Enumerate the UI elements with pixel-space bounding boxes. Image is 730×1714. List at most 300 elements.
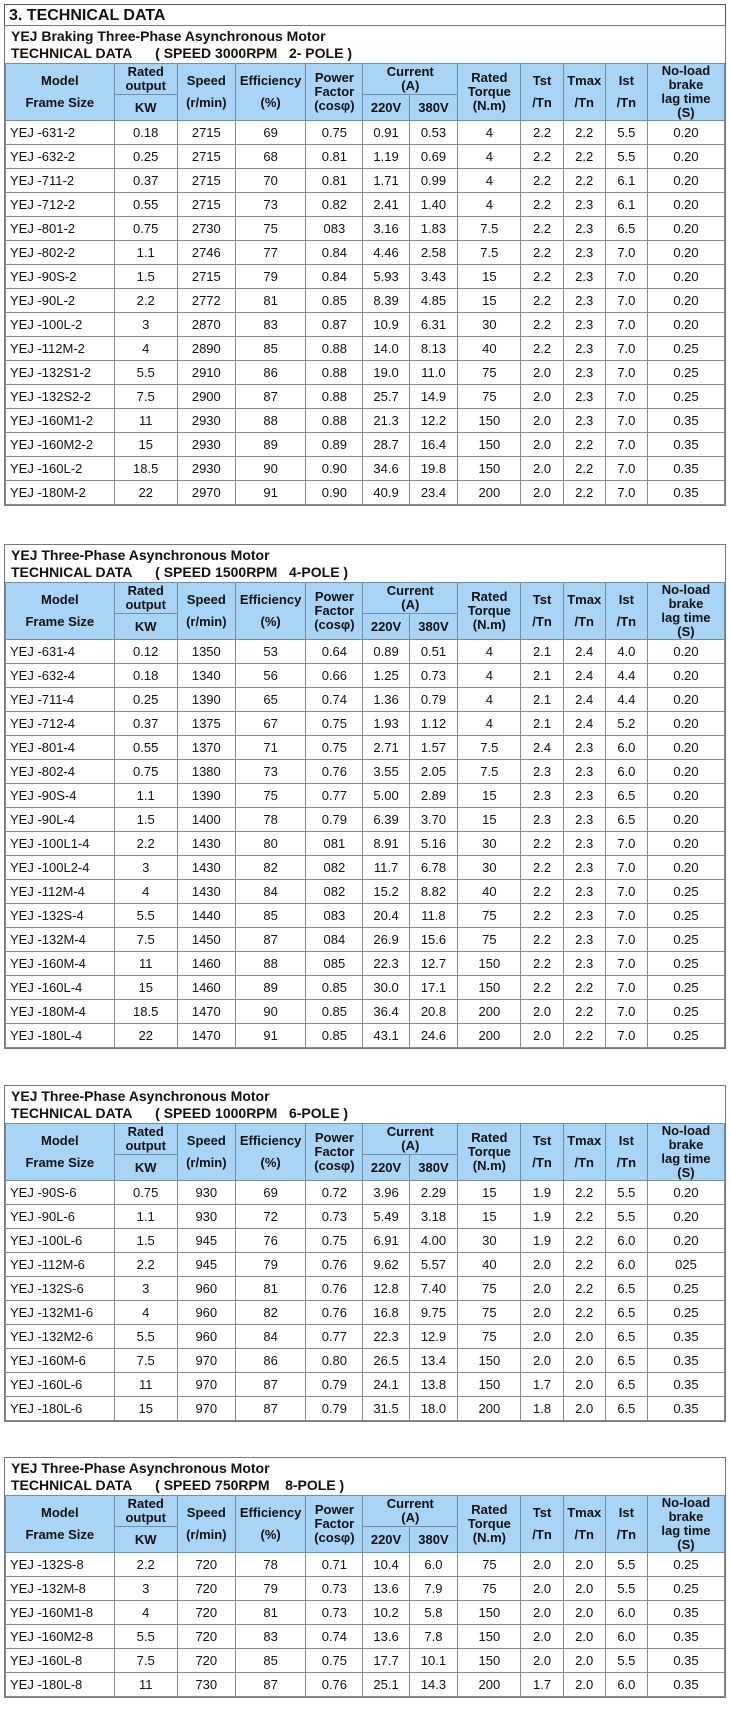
- cell-speed: 2910: [177, 361, 235, 385]
- technical-data-table: [5, 1123, 725, 1421]
- cell-tmax-ratio: 2.3: [563, 808, 605, 832]
- col-header-efficiency: Efficiency (%): [235, 583, 306, 640]
- cell-speed: 1375: [177, 712, 235, 736]
- cell-brake-lag-time: 0.20: [647, 265, 724, 289]
- section-6-pole: [4, 1085, 726, 1422]
- cell-model: YEJ -712-2: [6, 193, 115, 217]
- col-header-current: Current (A): [363, 1496, 458, 1527]
- cell-power-factor: 0.71: [306, 1553, 363, 1577]
- cell-rated-torque: 150: [458, 1373, 521, 1397]
- cell-speed: 1430: [177, 856, 235, 880]
- cell-model: YEJ -802-2: [6, 241, 115, 265]
- cell-tmax-ratio: 2.3: [563, 265, 605, 289]
- cell-brake-lag-time: 0.20: [647, 193, 724, 217]
- cell-rated-torque: 7.5: [458, 760, 521, 784]
- cell-power-factor: 081: [306, 832, 363, 856]
- cell-current-220v: 36.4: [363, 1000, 409, 1024]
- cell-model: YEJ -132M1-6: [6, 1301, 115, 1325]
- table-row: [6, 952, 725, 976]
- col-header-kw: KW: [114, 1527, 177, 1553]
- cell-speed: 720: [177, 1601, 235, 1625]
- col-header-380v: 380V: [409, 614, 458, 640]
- cell-rated-output-kw: 0.75: [114, 760, 177, 784]
- cell-current-380v: 24.6: [409, 1024, 458, 1048]
- col-header-kw: KW: [114, 95, 177, 121]
- cell-brake-lag-time: 0.25: [647, 1553, 724, 1577]
- cell-rated-output-kw: 18.5: [114, 1000, 177, 1024]
- cell-speed: 2890: [177, 337, 235, 361]
- cell-brake-lag-time: 0.20: [647, 688, 724, 712]
- cell-model: YEJ -180L-8: [6, 1673, 115, 1697]
- cell-ist-ratio: 7.0: [605, 976, 647, 1000]
- cell-tst-ratio: 2.0: [521, 457, 563, 481]
- cell-current-220v: 43.1: [363, 1024, 409, 1048]
- cell-rated-output-kw: 11: [114, 1673, 177, 1697]
- cell-speed: 1340: [177, 664, 235, 688]
- cell-tst-ratio: 2.0: [521, 1553, 563, 1577]
- cell-current-220v: 34.6: [363, 457, 409, 481]
- cell-power-factor: 0.84: [306, 241, 363, 265]
- cell-speed: 960: [177, 1325, 235, 1349]
- cell-tst-ratio: 2.2: [521, 313, 563, 337]
- cell-rated-torque: 200: [458, 1673, 521, 1697]
- cell-efficiency: 87: [235, 1673, 306, 1697]
- cell-tmax-ratio: 2.0: [563, 1325, 605, 1349]
- col-header-kw: KW: [114, 614, 177, 640]
- cell-tst-ratio: 2.0: [521, 1301, 563, 1325]
- cell-tmax-ratio: 2.3: [563, 217, 605, 241]
- cell-rated-output-kw: 15: [114, 433, 177, 457]
- col-header-model: Model Frame Size: [6, 1124, 115, 1181]
- cell-model: YEJ -90S-2: [6, 265, 115, 289]
- cell-brake-lag-time: 0.25: [647, 337, 724, 361]
- cell-ist-ratio: 5.5: [605, 1649, 647, 1673]
- cell-efficiency: 69: [235, 121, 306, 145]
- cell-efficiency: 90: [235, 1000, 306, 1024]
- cell-current-220v: 6.39: [363, 808, 409, 832]
- cell-rated-torque: 40: [458, 337, 521, 361]
- cell-tst-ratio: 2.2: [521, 904, 563, 928]
- cell-rated-torque: 200: [458, 1000, 521, 1024]
- cell-rated-output-kw: 1.5: [114, 265, 177, 289]
- cell-brake-lag-time: 0.20: [647, 289, 724, 313]
- cell-efficiency: 78: [235, 808, 306, 832]
- section-title-line-1: YEJ Three-Phase Asynchronous Motor: [11, 1460, 270, 1476]
- cell-power-factor: 0.76: [306, 760, 363, 784]
- cell-model: YEJ -132M2-6: [6, 1325, 115, 1349]
- cell-current-220v: 8.91: [363, 832, 409, 856]
- cell-rated-torque: 4: [458, 640, 521, 664]
- cell-rated-torque: 75: [458, 904, 521, 928]
- cell-power-factor: 0.80: [306, 1349, 363, 1373]
- cell-current-380v: 16.4: [409, 433, 458, 457]
- cell-rated-output-kw: 1.1: [114, 1205, 177, 1229]
- table-row: [6, 976, 725, 1000]
- cell-current-380v: 7.8: [409, 1625, 458, 1649]
- cell-power-factor: 0.79: [306, 1397, 363, 1421]
- cell-ist-ratio: 6.0: [605, 1625, 647, 1649]
- cell-model: YEJ -711-4: [6, 688, 115, 712]
- cell-efficiency: 80: [235, 832, 306, 856]
- table-row: [6, 760, 725, 784]
- table-row: [6, 664, 725, 688]
- cell-brake-lag-time: 0.20: [647, 664, 724, 688]
- cell-ist-ratio: 7.0: [605, 241, 647, 265]
- cell-tst-ratio: 2.0: [521, 361, 563, 385]
- cell-power-factor: 0.72: [306, 1181, 363, 1205]
- cell-ist-ratio: 6.0: [605, 1601, 647, 1625]
- cell-power-factor: 0.90: [306, 457, 363, 481]
- cell-rated-output-kw: 11: [114, 409, 177, 433]
- cell-current-380v: 17.1: [409, 976, 458, 1000]
- cell-ist-ratio: 7.0: [605, 457, 647, 481]
- col-header-rated-output: Rated output: [114, 583, 177, 614]
- col-header-model: Model Frame Size: [6, 64, 115, 121]
- col-header-kw: KW: [114, 1155, 177, 1181]
- cell-power-factor: 0.64: [306, 640, 363, 664]
- table-row: [6, 736, 725, 760]
- col-header-tmax: Tmax /Tn: [563, 1124, 605, 1181]
- cell-rated-output-kw: 4: [114, 337, 177, 361]
- cell-model: YEJ -632-2: [6, 145, 115, 169]
- cell-tst-ratio: 2.0: [521, 1649, 563, 1673]
- cell-tst-ratio: 2.2: [521, 880, 563, 904]
- cell-current-380v: 6.0: [409, 1553, 458, 1577]
- technical-data-table: [5, 582, 725, 1048]
- cell-efficiency: 87: [235, 1397, 306, 1421]
- cell-tst-ratio: 2.2: [521, 976, 563, 1000]
- cell-tst-ratio: 2.0: [521, 1000, 563, 1024]
- cell-current-220v: 0.89: [363, 640, 409, 664]
- cell-brake-lag-time: 0.25: [647, 1277, 724, 1301]
- cell-rated-torque: 40: [458, 880, 521, 904]
- cell-rated-torque: 150: [458, 1349, 521, 1373]
- table-row: [6, 1373, 725, 1397]
- cell-tmax-ratio: 2.0: [563, 1625, 605, 1649]
- cell-brake-lag-time: 0.20: [647, 1181, 724, 1205]
- cell-model: YEJ -802-4: [6, 760, 115, 784]
- cell-speed: 945: [177, 1253, 235, 1277]
- cell-power-factor: 083: [306, 904, 363, 928]
- cell-rated-output-kw: 0.25: [114, 145, 177, 169]
- col-header-brake-lag-time: No-load brake lag time (S): [647, 64, 724, 121]
- cell-tmax-ratio: 2.2: [563, 1301, 605, 1325]
- cell-rated-output-kw: 5.5: [114, 1325, 177, 1349]
- cell-power-factor: 0.74: [306, 1625, 363, 1649]
- cell-brake-lag-time: 0.20: [647, 832, 724, 856]
- col-header-rated-torque: Rated Torque (N.m): [458, 583, 521, 640]
- cell-brake-lag-time: 0.25: [647, 928, 724, 952]
- cell-tst-ratio: 2.0: [521, 1325, 563, 1349]
- cell-brake-lag-time: 0.20: [647, 736, 724, 760]
- cell-rated-torque: 75: [458, 928, 521, 952]
- cell-rated-torque: 75: [458, 1325, 521, 1349]
- cell-speed: 1450: [177, 928, 235, 952]
- cell-current-380v: 0.51: [409, 640, 458, 664]
- col-header-brake-lag-time: No-load brake lag time (S): [647, 1124, 724, 1181]
- cell-current-380v: 4.85: [409, 289, 458, 313]
- cell-rated-output-kw: 4: [114, 880, 177, 904]
- cell-rated-output-kw: 0.55: [114, 193, 177, 217]
- cell-speed: 1430: [177, 880, 235, 904]
- cell-speed: 2715: [177, 193, 235, 217]
- cell-efficiency: 87: [235, 385, 306, 409]
- cell-brake-lag-time: 0.20: [647, 313, 724, 337]
- technical-data-table: [5, 1495, 725, 1697]
- cell-speed: 1440: [177, 904, 235, 928]
- cell-rated-output-kw: 7.5: [114, 928, 177, 952]
- cell-rated-torque: 15: [458, 808, 521, 832]
- cell-ist-ratio: 6.5: [605, 1301, 647, 1325]
- table-row: [6, 928, 725, 952]
- cell-tst-ratio: 2.2: [521, 289, 563, 313]
- cell-ist-ratio: 7.0: [605, 409, 647, 433]
- cell-power-factor: 0.75: [306, 736, 363, 760]
- col-header-rated-output: Rated output: [114, 1496, 177, 1527]
- cell-rated-output-kw: 7.5: [114, 385, 177, 409]
- cell-ist-ratio: 7.0: [605, 481, 647, 505]
- cell-ist-ratio: 6.1: [605, 193, 647, 217]
- cell-tmax-ratio: 2.3: [563, 784, 605, 808]
- cell-speed: 945: [177, 1229, 235, 1253]
- cell-tst-ratio: 2.2: [521, 265, 563, 289]
- cell-current-220v: 5.49: [363, 1205, 409, 1229]
- cell-current-380v: 5.16: [409, 832, 458, 856]
- cell-speed: 1460: [177, 976, 235, 1000]
- col-header-model: Model Frame Size: [6, 1496, 115, 1553]
- cell-current-220v: 0.91: [363, 121, 409, 145]
- cell-current-220v: 40.9: [363, 481, 409, 505]
- cell-speed: 1470: [177, 1024, 235, 1048]
- cell-power-factor: 0.73: [306, 1601, 363, 1625]
- table-row: [6, 880, 725, 904]
- cell-ist-ratio: 4.0: [605, 640, 647, 664]
- cell-power-factor: 0.79: [306, 1373, 363, 1397]
- cell-rated-output-kw: 3: [114, 1577, 177, 1601]
- cell-efficiency: 81: [235, 1601, 306, 1625]
- cell-rated-output-kw: 4: [114, 1301, 177, 1325]
- cell-model: YEJ -711-2: [6, 169, 115, 193]
- cell-rated-output-kw: 1.1: [114, 241, 177, 265]
- cell-model: YEJ -631-4: [6, 640, 115, 664]
- cell-ist-ratio: 5.5: [605, 121, 647, 145]
- table-row: [6, 145, 725, 169]
- cell-brake-lag-time: 0.35: [647, 1649, 724, 1673]
- cell-speed: 1370: [177, 736, 235, 760]
- cell-rated-torque: 4: [458, 193, 521, 217]
- table-row: [6, 784, 725, 808]
- cell-efficiency: 79: [235, 1253, 306, 1277]
- cell-power-factor: 0.85: [306, 1000, 363, 1024]
- cell-brake-lag-time: 0.20: [647, 145, 724, 169]
- cell-current-380v: 23.4: [409, 481, 458, 505]
- cell-model: YEJ -132M-8: [6, 1577, 115, 1601]
- cell-power-factor: 0.76: [306, 1277, 363, 1301]
- cell-current-220v: 1.93: [363, 712, 409, 736]
- table-row: [6, 337, 725, 361]
- cell-current-380v: 13.4: [409, 1349, 458, 1373]
- cell-model: YEJ -160M2-8: [6, 1625, 115, 1649]
- cell-efficiency: 83: [235, 1625, 306, 1649]
- cell-model: YEJ -90S-6: [6, 1181, 115, 1205]
- cell-efficiency: 56: [235, 664, 306, 688]
- cell-efficiency: 75: [235, 784, 306, 808]
- cell-rated-torque: 150: [458, 457, 521, 481]
- cell-ist-ratio: 5.5: [605, 1577, 647, 1601]
- table-row: [6, 1553, 725, 1577]
- cell-tst-ratio: 2.2: [521, 169, 563, 193]
- col-header-efficiency: Efficiency (%): [235, 64, 306, 121]
- cell-model: YEJ -632-4: [6, 664, 115, 688]
- cell-ist-ratio: 6.5: [605, 217, 647, 241]
- cell-power-factor: 0.89: [306, 433, 363, 457]
- section-title-line-2: TECHNICAL DATA ( SPEED 1000RPM 6-POLE ): [11, 1105, 349, 1121]
- cell-efficiency: 73: [235, 760, 306, 784]
- cell-rated-torque: 200: [458, 481, 521, 505]
- cell-ist-ratio: 6.0: [605, 1253, 647, 1277]
- cell-rated-output-kw: 0.12: [114, 640, 177, 664]
- cell-ist-ratio: 4.4: [605, 688, 647, 712]
- cell-tmax-ratio: 2.4: [563, 664, 605, 688]
- cell-model: YEJ -160L-6: [6, 1373, 115, 1397]
- table-row: [6, 481, 725, 505]
- cell-current-380v: 14.9: [409, 385, 458, 409]
- cell-current-220v: 15.2: [363, 880, 409, 904]
- cell-speed: 2900: [177, 385, 235, 409]
- cell-tmax-ratio: 2.3: [563, 241, 605, 265]
- cell-rated-torque: 15: [458, 1181, 521, 1205]
- cell-tmax-ratio: 2.3: [563, 193, 605, 217]
- cell-rated-torque: 150: [458, 409, 521, 433]
- cell-current-380v: 11.8: [409, 904, 458, 928]
- cell-tmax-ratio: 2.2: [563, 1229, 605, 1253]
- cell-rated-torque: 75: [458, 1577, 521, 1601]
- cell-speed: 2715: [177, 145, 235, 169]
- cell-current-220v: 1.19: [363, 145, 409, 169]
- cell-model: YEJ -90L-4: [6, 808, 115, 832]
- cell-efficiency: 88: [235, 409, 306, 433]
- cell-current-380v: 1.57: [409, 736, 458, 760]
- cell-tst-ratio: 2.0: [521, 1253, 563, 1277]
- cell-efficiency: 78: [235, 1553, 306, 1577]
- table-row: [6, 1253, 725, 1277]
- cell-ist-ratio: 7.0: [605, 361, 647, 385]
- cell-tst-ratio: 2.0: [521, 481, 563, 505]
- table-row: [6, 193, 725, 217]
- cell-rated-torque: 4: [458, 169, 521, 193]
- cell-current-380v: 6.78: [409, 856, 458, 880]
- cell-model: YEJ -100L-2: [6, 313, 115, 337]
- col-header-ist: Ist /Tn: [605, 583, 647, 640]
- cell-tst-ratio: 2.3: [521, 808, 563, 832]
- cell-power-factor: 0.88: [306, 385, 363, 409]
- cell-power-factor: 0.73: [306, 1577, 363, 1601]
- cell-efficiency: 70: [235, 169, 306, 193]
- cell-efficiency: 68: [235, 145, 306, 169]
- cell-current-220v: 10.9: [363, 313, 409, 337]
- cell-current-220v: 10.4: [363, 1553, 409, 1577]
- cell-current-380v: 0.79: [409, 688, 458, 712]
- cell-model: YEJ -180M-4: [6, 1000, 115, 1024]
- cell-rated-torque: 15: [458, 784, 521, 808]
- cell-power-factor: 0.88: [306, 337, 363, 361]
- cell-rated-torque: 75: [458, 361, 521, 385]
- cell-current-380v: 1.40: [409, 193, 458, 217]
- cell-efficiency: 69: [235, 1181, 306, 1205]
- cell-current-380v: 7.9: [409, 1577, 458, 1601]
- cell-rated-output-kw: 0.18: [114, 121, 177, 145]
- cell-model: YEJ -132M-4: [6, 928, 115, 952]
- cell-speed: 1460: [177, 952, 235, 976]
- cell-rated-output-kw: 5.5: [114, 1625, 177, 1649]
- cell-brake-lag-time: 0.20: [647, 640, 724, 664]
- col-header-speed: Speed (r/min): [177, 64, 235, 121]
- cell-tmax-ratio: 2.3: [563, 856, 605, 880]
- cell-brake-lag-time: 0.20: [647, 784, 724, 808]
- col-header-tmax: Tmax /Tn: [563, 64, 605, 121]
- col-header-380v: 380V: [409, 1155, 458, 1181]
- cell-power-factor: 083: [306, 217, 363, 241]
- col-header-rated-output: Rated output: [114, 1124, 177, 1155]
- cell-power-factor: 0.66: [306, 664, 363, 688]
- cell-ist-ratio: 6.5: [605, 1349, 647, 1373]
- table-row: [6, 1601, 725, 1625]
- cell-efficiency: 79: [235, 265, 306, 289]
- cell-current-380v: 1.12: [409, 712, 458, 736]
- cell-current-380v: 8.13: [409, 337, 458, 361]
- cell-rated-output-kw: 15: [114, 976, 177, 1000]
- table-row: [6, 808, 725, 832]
- cell-ist-ratio: 7.0: [605, 385, 647, 409]
- table-row: [6, 457, 725, 481]
- cell-speed: 1390: [177, 688, 235, 712]
- cell-rated-output-kw: 2.2: [114, 289, 177, 313]
- col-header-brake-lag-time: No-load brake lag time (S): [647, 1496, 724, 1553]
- cell-current-220v: 22.3: [363, 1325, 409, 1349]
- cell-power-factor: 0.88: [306, 361, 363, 385]
- cell-model: YEJ -100L1-4: [6, 832, 115, 856]
- cell-speed: 2870: [177, 313, 235, 337]
- cell-rated-torque: 15: [458, 265, 521, 289]
- cell-power-factor: 0.75: [306, 121, 363, 145]
- cell-tst-ratio: 2.2: [521, 121, 563, 145]
- cell-current-380v: 19.8: [409, 457, 458, 481]
- cell-tst-ratio: 2.2: [521, 952, 563, 976]
- cell-brake-lag-time: 0.20: [647, 241, 724, 265]
- cell-current-220v: 28.7: [363, 433, 409, 457]
- cell-tmax-ratio: 2.0: [563, 1373, 605, 1397]
- cell-rated-torque: 150: [458, 433, 521, 457]
- cell-tmax-ratio: 2.0: [563, 1649, 605, 1673]
- cell-tmax-ratio: 2.0: [563, 1601, 605, 1625]
- table-body: [6, 1553, 725, 1697]
- cell-efficiency: 87: [235, 928, 306, 952]
- cell-speed: 2930: [177, 433, 235, 457]
- cell-current-380v: 3.18: [409, 1205, 458, 1229]
- cell-speed: 2715: [177, 169, 235, 193]
- col-header-speed: Speed (r/min): [177, 583, 235, 640]
- cell-current-220v: 14.0: [363, 337, 409, 361]
- cell-model: YEJ -801-2: [6, 217, 115, 241]
- cell-speed: 1430: [177, 832, 235, 856]
- cell-brake-lag-time: 0.35: [647, 1625, 724, 1649]
- col-header-380v: 380V: [409, 95, 458, 121]
- cell-current-380v: 7.40: [409, 1277, 458, 1301]
- cell-brake-lag-time: 0.35: [647, 457, 724, 481]
- section-title-line-1: YEJ Three-Phase Asynchronous Motor: [11, 547, 270, 563]
- cell-speed: 1390: [177, 784, 235, 808]
- cell-model: YEJ -712-4: [6, 712, 115, 736]
